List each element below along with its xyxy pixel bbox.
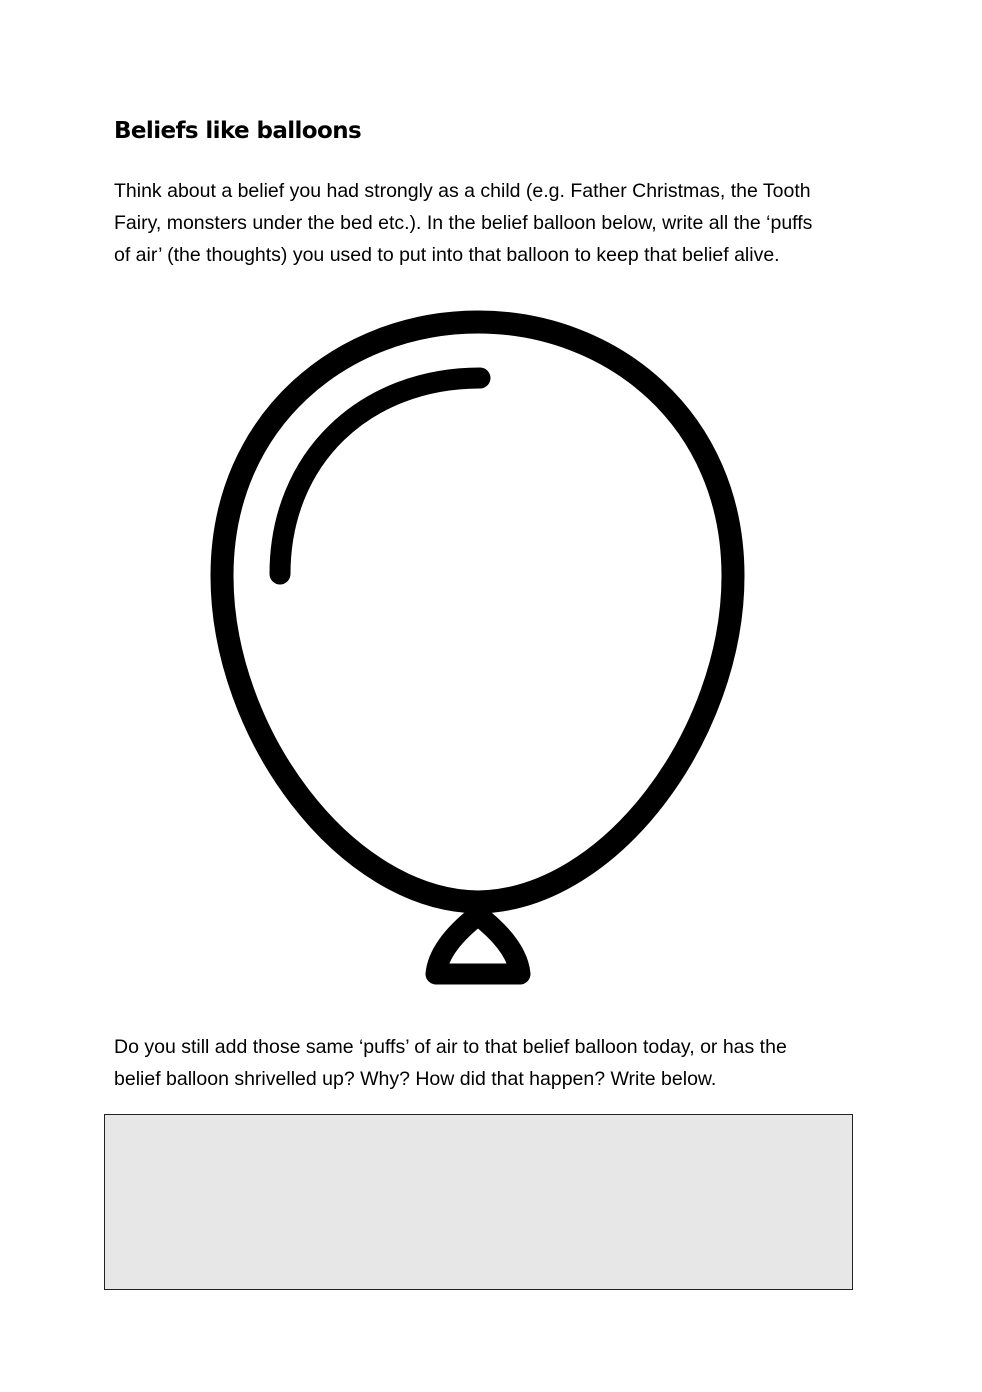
- question-line-1: Do you still add those same ‘puffs’ of air to that belief balloon today, or has the: [114, 1036, 787, 1058]
- page-title: Beliefs like balloons: [114, 118, 362, 144]
- balloon-outline: [222, 322, 733, 902]
- balloon-icon: [200, 298, 760, 998]
- question-paragraph: [114, 1031, 787, 1095]
- question-line-2: belief balloon shrivelled up? Why? How did that happen? Write below.: [114, 1068, 717, 1090]
- balloon-knot: [436, 915, 520, 974]
- intro-line-3: of air’ (the thoughts) you used to put into that balloon to keep that belief alive.: [114, 244, 780, 266]
- intro-line-2: Fairy, monsters under the bed etc.). In the belief balloon below, write all the ‘puffs: [114, 212, 813, 234]
- answer-textarea[interactable]: [104, 1114, 853, 1290]
- intro-paragraph: [114, 175, 812, 271]
- intro-line-1: Think about a belief you had strongly as a child (e.g. Father Christmas, the Tooth: [114, 180, 811, 202]
- belief-balloon[interactable]: [200, 298, 760, 998]
- balloon-highlight: [280, 378, 480, 574]
